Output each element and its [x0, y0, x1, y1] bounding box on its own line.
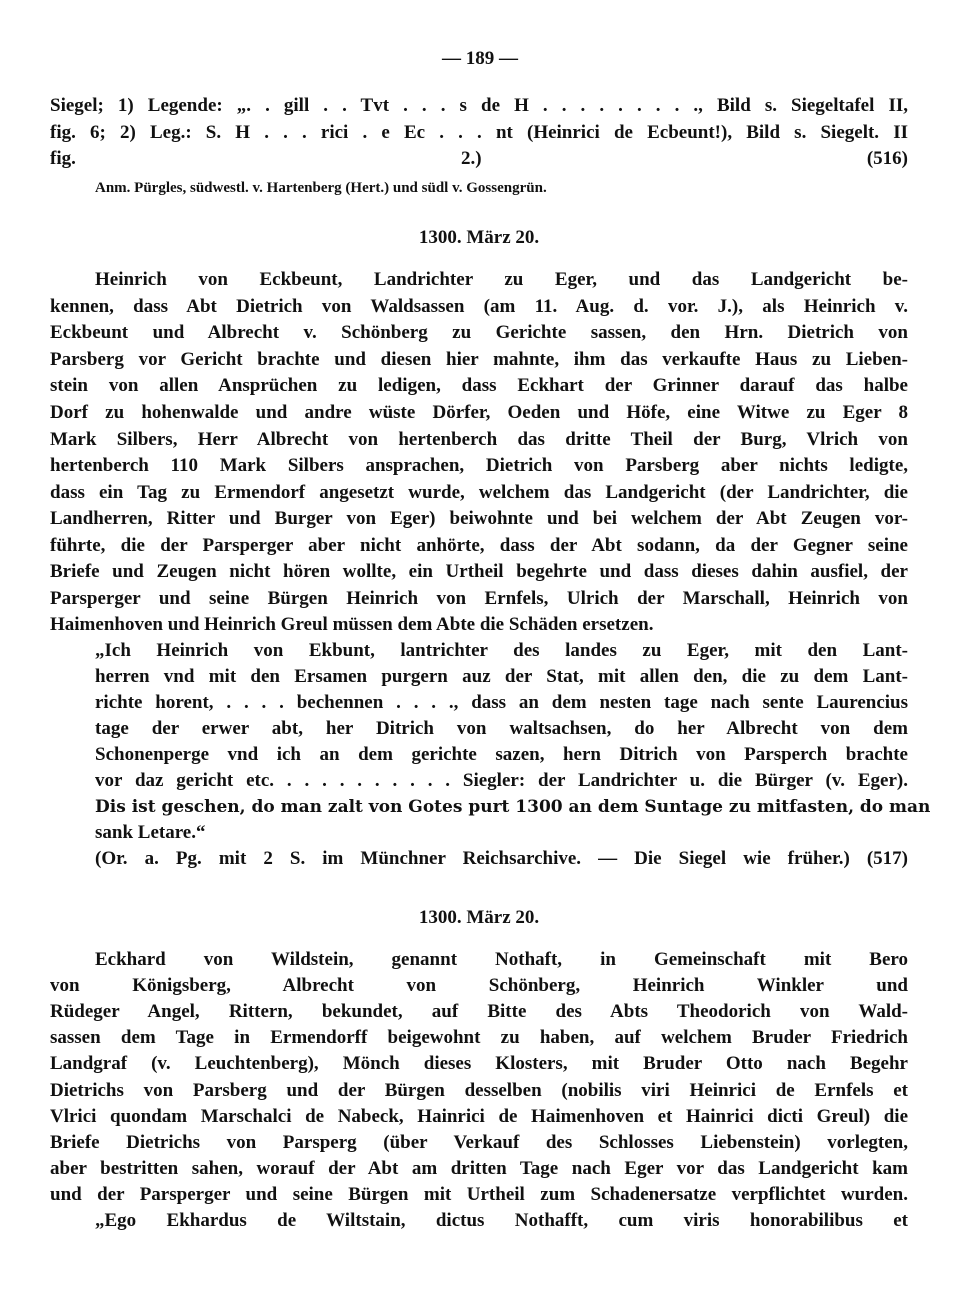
text-line: Landherren, Ritter und Burger von Eger) beiwohnte und bei welchem der Abt Zeugen vor-: [50, 508, 908, 529]
text-line: 1300. März 20.: [418, 907, 540, 928]
text-line: und der Parsperger und seine Bürgen mit Urtheil zum Schadenersatze verpflichtet wurden.: [50, 1184, 908, 1205]
text-line: Eckbeunt und Albrecht v. Schönberg zu Gerichte sassen, den Hrn. Dietrich von: [50, 322, 908, 343]
text-line: Parsberg vor Gericht brachte und diesen hier mahnte, ihm das verkaufte Haus zu Lieben-: [50, 349, 908, 370]
text-line: Vlrici quondam Marschalci de Nabeck, Hainrici de Haimenhoven et Hainrici dicti Greul) die: [50, 1106, 908, 1127]
text-line: Siegel; 1) Legende: „. . gill . . Tvt . . . s de H . . . . . . . . ., Bild s. Siegeltafel II,: [50, 95, 908, 116]
text-line: Anm. Pürgles, südwestl. v. Hartenberg (Hert.) und südl v. Gossengrün.: [95, 180, 547, 196]
text-line: stein von allen Ansprüchen zu ledigen, dass Eckhart der Grinner darauf das halbe: [50, 375, 908, 396]
text-line: kennen, dass Abt Dietrich von Waldsassen (am 11. Aug. d. vor. J.), als Heinrich v.: [50, 296, 908, 317]
text-line: Dorf zu hohenwalde und andre wüste Dörfer, Oeden und Höfe, eine Witwe zu Eger 8: [50, 402, 908, 423]
text-line: Dis ist geschen, do man zalt von Gotes purt 1300 an dem Suntage zu mitfasten, do man: [95, 797, 931, 817]
text-line: Rüdeger Angel, Rittern, bekundet, auf Bitte des Abts Theodorich von Wald-: [50, 1001, 908, 1022]
text-line: richte horent, . . . . bechennen . . . ., dass an dem nesten tage nach sente Laurencius: [95, 692, 908, 713]
page-number: — 189 —: [442, 48, 518, 69]
text-line: Parsperger und seine Bürgen Heinrich von Ernfels, Ulrich der Marschall, Heinrich von: [50, 588, 908, 609]
text-line: Mark Silbers, Herr Albrecht von hertenberch das dritte Theil der Burg, Vlrich von: [50, 429, 908, 450]
text-line: Dietrichs von Parsberg und der Bürgen desselben (nobilis viri Heinrici de Ernfels et: [50, 1080, 908, 1101]
text-line: von Königsberg, Albrecht von Schönberg, Heinrich Winkler und: [50, 975, 908, 996]
text-line: Landgraf (v. Leuchtenberg), Mönch dieses Klosters, mit Bruder Otto nach Begehr: [50, 1053, 908, 1074]
text-line: sank Letare.“: [95, 822, 206, 843]
text-line: aber bestritten sahen, worauf der Abt am dritten Tage nach Eger vor das Landgericht kam: [50, 1158, 908, 1179]
text-line: fig. 6; 2) Leg.: S. H . . . rici . e Ec . . . nt (Heinrici de Ecbeunt!), Bild s. Siegelt. II: [50, 122, 908, 143]
text-line: dass ein Tag zu Ermendorf angesetzt wurde, welchem das Landgericht (der Landrichter, die: [50, 482, 908, 503]
text-line: Heinrich von Eckbeunt, Landrichter zu Eger, und das Landgericht be-: [95, 269, 908, 290]
text-line: führte, die der Parsperger aber nicht anhörte, dass der Abt sodann, da der Gegner seine: [50, 535, 908, 556]
text-line: (Or. a. Pg. mit 2 S. im Münchner Reichsarchive. — Die Siegel wie früher.) (517): [95, 848, 908, 869]
text-line: Briefe Dietrichs von Parsperg (über Verkauf des Schlosses Liebenstein) vorlegten,: [50, 1132, 908, 1153]
text-line: sassen dem Tage in Ermendorff beigewohnt zu haben, auf welchem Bruder Friedrich: [50, 1027, 908, 1048]
text-line: tage der erwer abt, her Ditrich von waltsachsen, do her Albrecht von dem: [95, 718, 908, 739]
text-line: Briefe und Zeugen nicht hören wollte, ein Urtheil begehrte und dass dieses dahin ausfiel, der: [50, 561, 908, 582]
text-line: „Ich Heinrich von Ekbunt, lantrichter des landes zu Eger, mit den Lant-: [95, 640, 908, 661]
text-line: Eckhard von Wildstein, genannt Nothaft, in Gemeinschaft mit Bero: [95, 949, 908, 970]
text-line: „Ego Ekhardus de Wiltstain, dictus Nothafft, cum viris honorabilibus et: [95, 1210, 908, 1231]
text-line: 1300. März 20.: [418, 227, 540, 248]
text-line: hertenberch 110 Mark Silbers ansprachen, Dietrich von Parsberg aber nichts ledigte,: [50, 455, 908, 476]
text-line: Haimenhoven und Heinrich Greul müssen dem Abte die Schäden ersetzen.: [50, 614, 654, 635]
text-line: fig. 2.) (516): [50, 148, 908, 169]
text-line: vor daz gericht etc. . . . . . . . . . . Siegler: der Landrichter u. die Bürger (v. Eger).: [95, 770, 908, 791]
text-line: herren vnd mit den Ersamen purgern auz der Stat, mit allen den, die zu dem Lant-: [95, 666, 908, 687]
text-line: Schonenperge vnd ich an dem gerichte sazen, hern Ditrich von Parsperch brachte: [95, 744, 908, 765]
